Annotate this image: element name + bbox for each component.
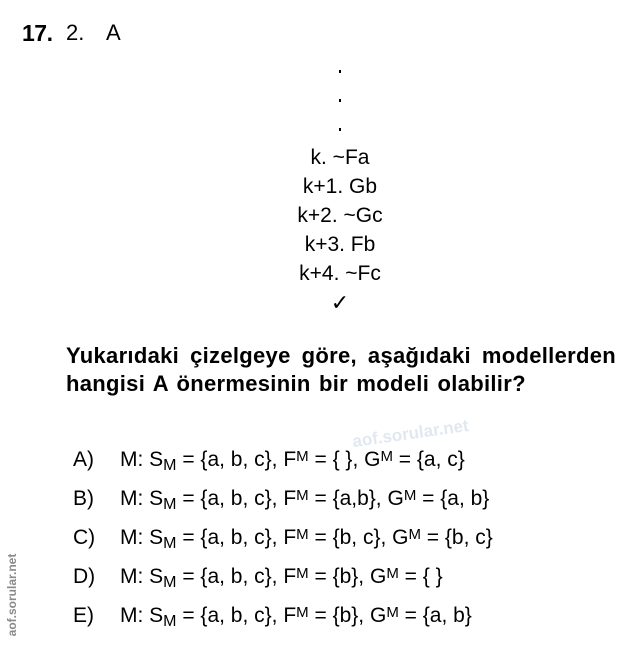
tableau-line: k+1. Gb xyxy=(302,175,378,198)
option-e[interactable] xyxy=(73,604,493,643)
watermark-center: aof.sorular.net xyxy=(351,415,470,452)
tableau-line: k+4. ~Fc xyxy=(299,262,381,285)
option-letter: E) xyxy=(73,604,94,627)
option-letter: D) xyxy=(73,565,96,588)
option-letter: B) xyxy=(73,487,94,510)
option-c[interactable] xyxy=(73,526,493,565)
option-a[interactable] xyxy=(73,448,493,487)
answer-options xyxy=(73,448,493,643)
option-text: M: $S_M = \{a$, b, c}, $F^M = \{a,b\}$, $G^M = \{a$, b} xyxy=(120,487,490,513)
option-text: M: $S_M = \{a$, b, c}, $F^M = \{b\}$, $G^M$ = { } xyxy=(120,565,443,591)
option-d[interactable] xyxy=(73,565,493,604)
question-prompt: Yukarıdaki çizelgeye göre, aşağıdaki modellerden hangisi A önermesinin bir modeli olabilir? xyxy=(66,343,616,396)
ellipsis-dot xyxy=(240,56,440,85)
ellipsis-dot xyxy=(240,114,440,143)
tableau-line: k+3. Fb xyxy=(304,233,376,256)
option-text: M: $S_M = \{a$, b, c}, $F^M = \{b\}$, $G^M = \{a$, b} xyxy=(120,604,472,630)
option-letter: C) xyxy=(73,526,96,549)
proposition-label: A xyxy=(106,20,121,45)
option-text: M: $S_M = \{a$, b, c}, $F^M$ = { }, $G^M = \{a$, c} xyxy=(120,448,465,474)
truth-tree-tableau xyxy=(240,56,440,317)
sub-number: 2. xyxy=(66,20,85,45)
question-number: 17. xyxy=(22,20,53,46)
tableau-line: k+2. ~Gc xyxy=(297,204,383,227)
ellipsis-dot xyxy=(240,85,440,114)
checkmark-icon: ✓ xyxy=(330,290,350,315)
watermark-side: aof.sorular.net xyxy=(5,553,19,637)
option-b[interactable] xyxy=(73,487,493,526)
option-letter: A) xyxy=(73,448,94,471)
tableau-line: k. ~Fa xyxy=(310,146,370,169)
option-text: M: $S_M = \{a$, b, c}, $F^M = \{b$, c}, $G^M = \{b$, c} xyxy=(120,526,493,552)
